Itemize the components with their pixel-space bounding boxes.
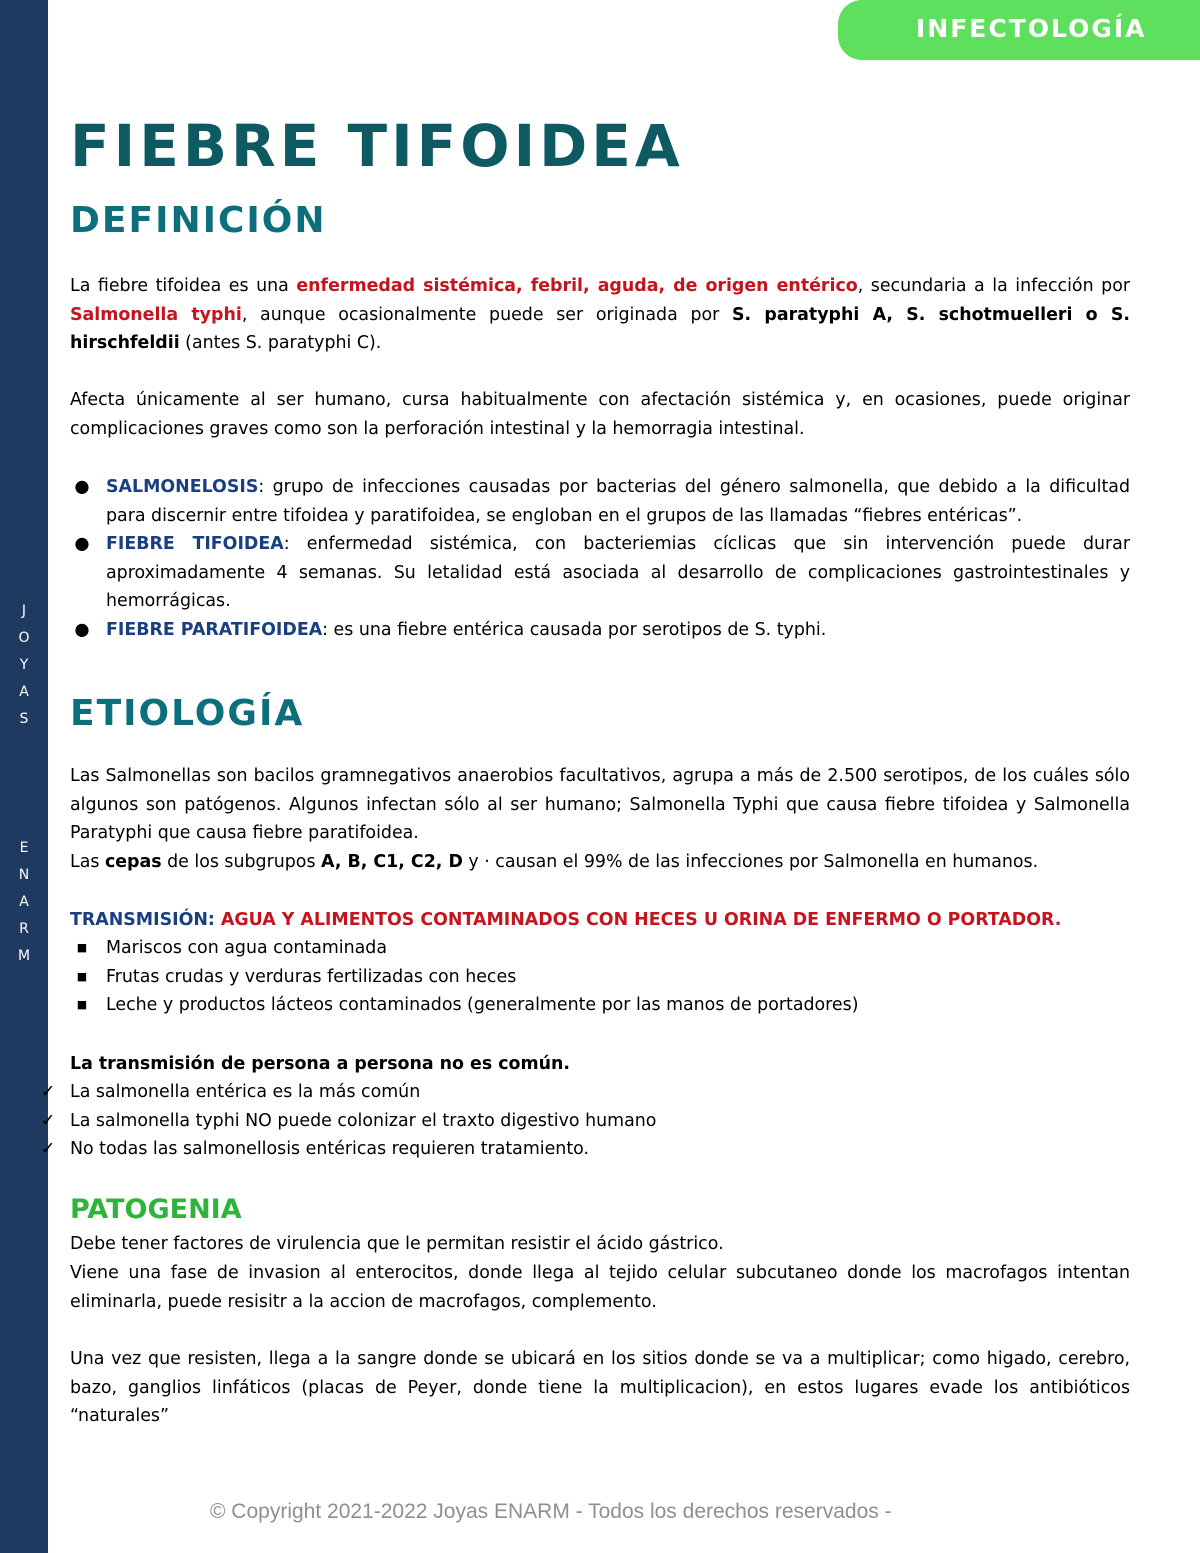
- text-span: (antes S. paratyphi C).: [179, 333, 382, 354]
- sidebar-letter: R: [19, 921, 29, 937]
- highlight-red: Salmonella typhi: [70, 304, 242, 325]
- list-item: [36, 1107, 1036, 1136]
- bullet-text: : enfermedad sistémica, con bacteriemias cíclicas que sin intervención puede durar aproximadamente 4 semanas. Su letalidad está asociada al desarrollo de complicaciones gastrointestinales y hemorrágicas.: [106, 534, 1130, 612]
- sidebar-word-enarm: [0, 835, 48, 970]
- etiologia-paragraph-2: [70, 848, 1130, 877]
- patogenia-paragraph-1: Debe tener factores de virulencia que le permitan resistir el ácido gástrico.: [70, 1234, 724, 1254]
- definicion-paragraph-2: Afecta únicamente al ser humano, cursa habitualmente con afectación sistémica y, en ocasiones, puede originar complicaciones graves como son la perforación intestinal y la hemorragia intestinal.: [70, 390, 1130, 439]
- list-item: [70, 991, 1130, 1020]
- transmision-text: AGUA Y ALIMENTOS CONTAMINADOS CON HECES U ORINA DE ENFERMO O PORTADOR.: [214, 910, 1062, 930]
- sidebar-letter: M: [17, 948, 31, 964]
- list-item: [70, 934, 1130, 963]
- bullet-term: SALMONELOSIS: [106, 477, 259, 497]
- bold-span: cepas: [104, 852, 162, 872]
- sidebar-word-joyas: [0, 598, 48, 733]
- transmision-item-list: [70, 934, 1130, 1020]
- list-item-text: Mariscos con agua contaminada: [106, 938, 387, 958]
- bullet-icon: ●: [74, 619, 90, 640]
- list-item-text: No todas las salmonellosis entéricas requieren tratamiento.: [70, 1139, 590, 1160]
- category-tag-label: INFECTOLOGÍA: [916, 14, 1147, 43]
- bold-span: A, B, C1, C2, D: [321, 852, 463, 872]
- list-item-text: Frutas crudas y verduras fertilizadas con heces: [106, 966, 517, 987]
- transmision-line: [70, 906, 1130, 935]
- patogenia-paragraph-3: Una vez que resisten, llega a la sangre donde se ubicará en los sitios donde se va a multiplicar; como higado, cerebro, bazo, ganglios linfáticos (placas de Peyer, donde tiene la multiplicacion), en estos lugares evade los antibióticos “naturales”: [70, 1349, 1130, 1427]
- check-list: [36, 1078, 1036, 1164]
- text-span: y · causan el 99% de las infecciones por Salmonella en humanos.: [462, 852, 1039, 872]
- heading-definicion: DEFINICIÓN: [70, 200, 327, 241]
- checkmark-icon: ✓: [40, 1139, 56, 1160]
- etiologia-paragraph-1: Las Salmonellas son bacilos gramnegativos anaerobios facultativos, agrupa a más de 2.500 serotipos, de los cuáles sólo algunos son patógenos. Algunos infectan sólo al ser humano; Salmonella Typhi que causa fiebre tifoidea y Salmonella Paratyphi que causa fiebre paratifoidea.: [70, 766, 1130, 844]
- text-span: de los subgrupos: [161, 852, 322, 872]
- sidebar-letter: O: [18, 630, 30, 646]
- copyright-footer: © Copyright 2021-2022 Joyas ENARM - Todos los derechos reservados -: [210, 1500, 892, 1523]
- transmision-label: TRANSMISIÓN:: [70, 910, 215, 930]
- list-item: [70, 473, 1130, 530]
- bullet-text: : grupo de infecciones causadas por bacterias del género salmonella, que debido a la dificultad para discernir entre tifoidea y paratifoidea, se engloban en el grupos de las llamadas “fiebres entéricas”.: [106, 477, 1130, 526]
- heading-etiologia: ETIOLOGÍA: [70, 693, 305, 734]
- checkmark-icon: ✓: [40, 1082, 56, 1102]
- page-title: FIEBRE TIFOIDEA: [70, 112, 684, 180]
- sidebar-letter: J: [21, 603, 27, 619]
- square-bullet-icon: ■: [76, 998, 88, 1012]
- sidebar-letter: A: [19, 894, 29, 910]
- definicion-paragraph-1: [70, 272, 1130, 358]
- list-item-text: La salmonella entérica es la más común: [70, 1082, 421, 1102]
- bullet-icon: ●: [74, 534, 90, 555]
- text-span: , aunque ocasionalmente puede ser originada por: [241, 304, 733, 325]
- transmision-persona-note: La transmisión de persona a persona no es común.: [70, 1054, 570, 1074]
- list-item: [36, 1135, 1036, 1164]
- square-bullet-icon: ■: [76, 941, 88, 954]
- bullet-icon: ●: [74, 477, 90, 497]
- patogenia-paragraph-2: Viene una fase de invasion al enterocitos, donde llega al tejido celular subcutaneo donde los macrofagos intentan eliminarla, puede resisitr a la accion de macrofagos, complemento.: [70, 1263, 1130, 1312]
- square-bullet-icon: ■: [76, 969, 88, 983]
- bullet-term: FIEBRE TIFOIDEA: [106, 534, 284, 555]
- bold-span: S. paratyphi A, S. schotmuelleri o S. hirschfeldii: [70, 304, 1130, 354]
- text-span: , secundaria a la infección por: [857, 276, 1130, 296]
- sidebar-letter: E: [19, 840, 29, 856]
- sidebar-letter: A: [19, 684, 29, 700]
- heading-patogenia: PATOGENIA: [70, 1194, 242, 1225]
- list-item: [70, 616, 1130, 645]
- list-item: [36, 1078, 1036, 1107]
- checkmark-icon: ✓: [40, 1110, 56, 1131]
- text-span: La fiebre tifoidea es una: [70, 276, 297, 296]
- sidebar-letter: N: [18, 867, 30, 883]
- list-item: [70, 963, 1130, 992]
- sidebar-letter: S: [19, 711, 29, 727]
- text-span: Las: [70, 852, 105, 872]
- list-item-text: Leche y productos lácteos contaminados (generalmente por las manos de portadores): [106, 995, 859, 1016]
- left-sidebar-band: [0, 0, 48, 1553]
- list-item: [70, 530, 1130, 616]
- definicion-bullet-list: [70, 473, 1130, 645]
- bullet-text: : es una fiebre entérica causada por serotipos de S. typhi.: [322, 619, 827, 640]
- bullet-term: FIEBRE PARATIFOIDEA: [106, 619, 323, 640]
- sidebar-letter: Y: [19, 657, 29, 673]
- list-item-text: La salmonella typhi NO puede colonizar el traxto digestivo humano: [70, 1110, 657, 1131]
- highlight-red: enfermedad sistémica, febril, aguda, de origen entérico: [296, 276, 858, 296]
